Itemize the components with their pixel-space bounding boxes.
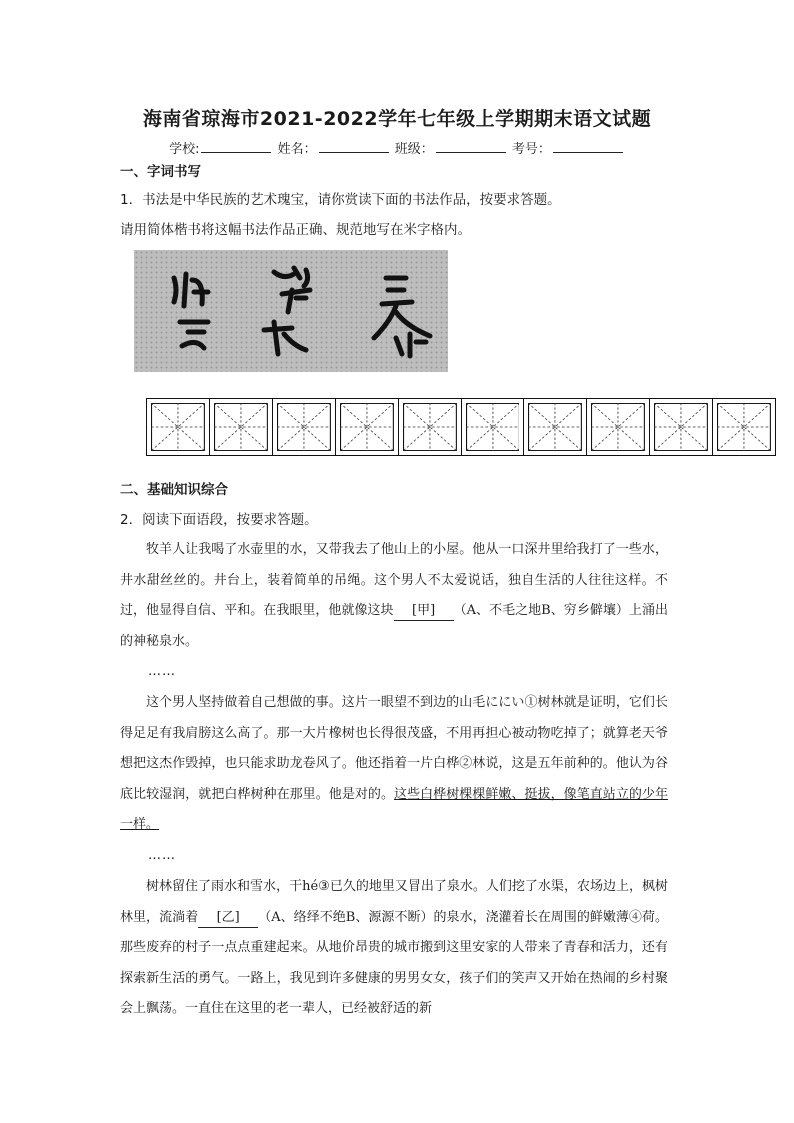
mizige-cell[interactable] <box>713 399 775 455</box>
section-heading-2: 二、基础知识综合 <box>120 482 228 498</box>
mizige-grid[interactable] <box>146 398 776 456</box>
calligraphy-strokes <box>134 250 448 372</box>
ellipsis-2: …… <box>148 848 176 863</box>
mizige-guide-lines <box>214 403 268 451</box>
passage-paragraph-3 <box>120 872 668 1025</box>
mizige-cell[interactable] <box>587 399 650 455</box>
mizige-guide-lines <box>591 403 645 451</box>
mizige-guide-lines <box>717 403 771 451</box>
mizige-cell[interactable] <box>147 399 210 455</box>
mizige-guide-lines <box>151 403 205 451</box>
name-label: 姓名： <box>277 142 317 157</box>
class-field[interactable] <box>436 140 506 153</box>
passage-text: 这个男人坚持做着自己想做的事。这片一眼望不到边的山毛ににい①树林就是证明，它们长得足足有我肩膀这么高了。那一大片橡树也长得很茂盛，不用再担心被动物吃掉了；就算老天爷想把这杰作毁掉，也只能求助龙卷风了。他还指着一片白桦②林说，这是五年前种的。他认为谷底比较湿润，就把白桦树种在那里。他是对的。 <box>120 695 668 802</box>
section-heading-1: 一、字词书写 <box>120 164 201 180</box>
mizige-cell[interactable] <box>462 399 525 455</box>
underlined-sentence: 这些白桦树棵棵鲜嫩、挺拔，像笔直站立的少年一样。 <box>120 786 668 832</box>
passage-text: 树林留住了雨水和雪水，干hé③已久的地里又冒出了泉水。人们挖了水渠，农场边上，枫树林里，流淌着 <box>120 879 668 925</box>
passage-text: （A、不毛之地B、穷乡僻壤）上涌出的神秘泉水。 <box>120 603 668 649</box>
question-1: 1．书法是中华民族的艺术瑰宝，请你赏读下面的书法作品，按要求答题。 <box>120 192 561 208</box>
blank-jia[interactable]: [甲] <box>394 602 454 621</box>
mizige-guide-lines <box>654 403 708 451</box>
mizige-guide-lines <box>277 403 331 451</box>
mizige-guide-lines <box>466 403 520 451</box>
mizige-guide-lines <box>340 403 394 451</box>
mizige-cell[interactable] <box>336 399 399 455</box>
blank-yi[interactable]: [乙] <box>198 909 258 928</box>
passage-text: 牧羊人让我喝了水壶里的水，又带我去了他山上的小屋。他从一口深井里给我打了一些水，井水甜丝丝的。井台上，装着简单的吊绳。这个男人不太爱说话，独自生活的人往往这样。不过，他显得自信、平和。在我眼里，他就像这块 <box>120 542 668 618</box>
school-field[interactable] <box>201 140 271 153</box>
question-2: 2．阅读下面语段，按要求答题。 <box>120 512 318 528</box>
ellipsis-1: …… <box>148 664 176 679</box>
school-label: 学校: <box>169 142 200 157</box>
student-info-line <box>0 138 794 157</box>
mizige-cell[interactable] <box>399 399 462 455</box>
calligraphy-image <box>134 250 448 372</box>
question-1-instruction: 请用简体楷书将这幅书法作品正确、规范地写在米字格内。 <box>120 222 471 238</box>
mizige-cell[interactable] <box>210 399 273 455</box>
number-label: 考号： <box>511 142 551 157</box>
mizige-cell[interactable] <box>650 399 713 455</box>
mizige-cell[interactable] <box>273 399 336 455</box>
mizige-guide-lines <box>528 403 582 451</box>
page-title: 海南省琼海市2021-2022学年七年级上学期期末语文试题 <box>142 108 652 130</box>
passage-text: （A、络绎不绝B、源源不断）的泉水，浇灌着长在周围的鲜嫩薄④荷。那些废弃的村子一点点重建起来。从地价昂贵的城市搬到这里安家的人带来了青春和活力，还有探索新生活的勇气。一路上，我见到许多健康的男男女女，孩子们的笑声又开始在热闹的乡村聚会上飘荡。一直住在这里的老一辈人，已经被舒适的新 <box>120 909 668 1016</box>
mizige-cell[interactable] <box>524 399 587 455</box>
name-field[interactable] <box>319 140 389 153</box>
number-field[interactable] <box>553 140 623 153</box>
class-label: 班级： <box>394 142 434 157</box>
mizige-guide-lines <box>403 403 457 451</box>
passage-paragraph-1 <box>120 535 668 657</box>
passage-paragraph-2 <box>120 688 668 841</box>
